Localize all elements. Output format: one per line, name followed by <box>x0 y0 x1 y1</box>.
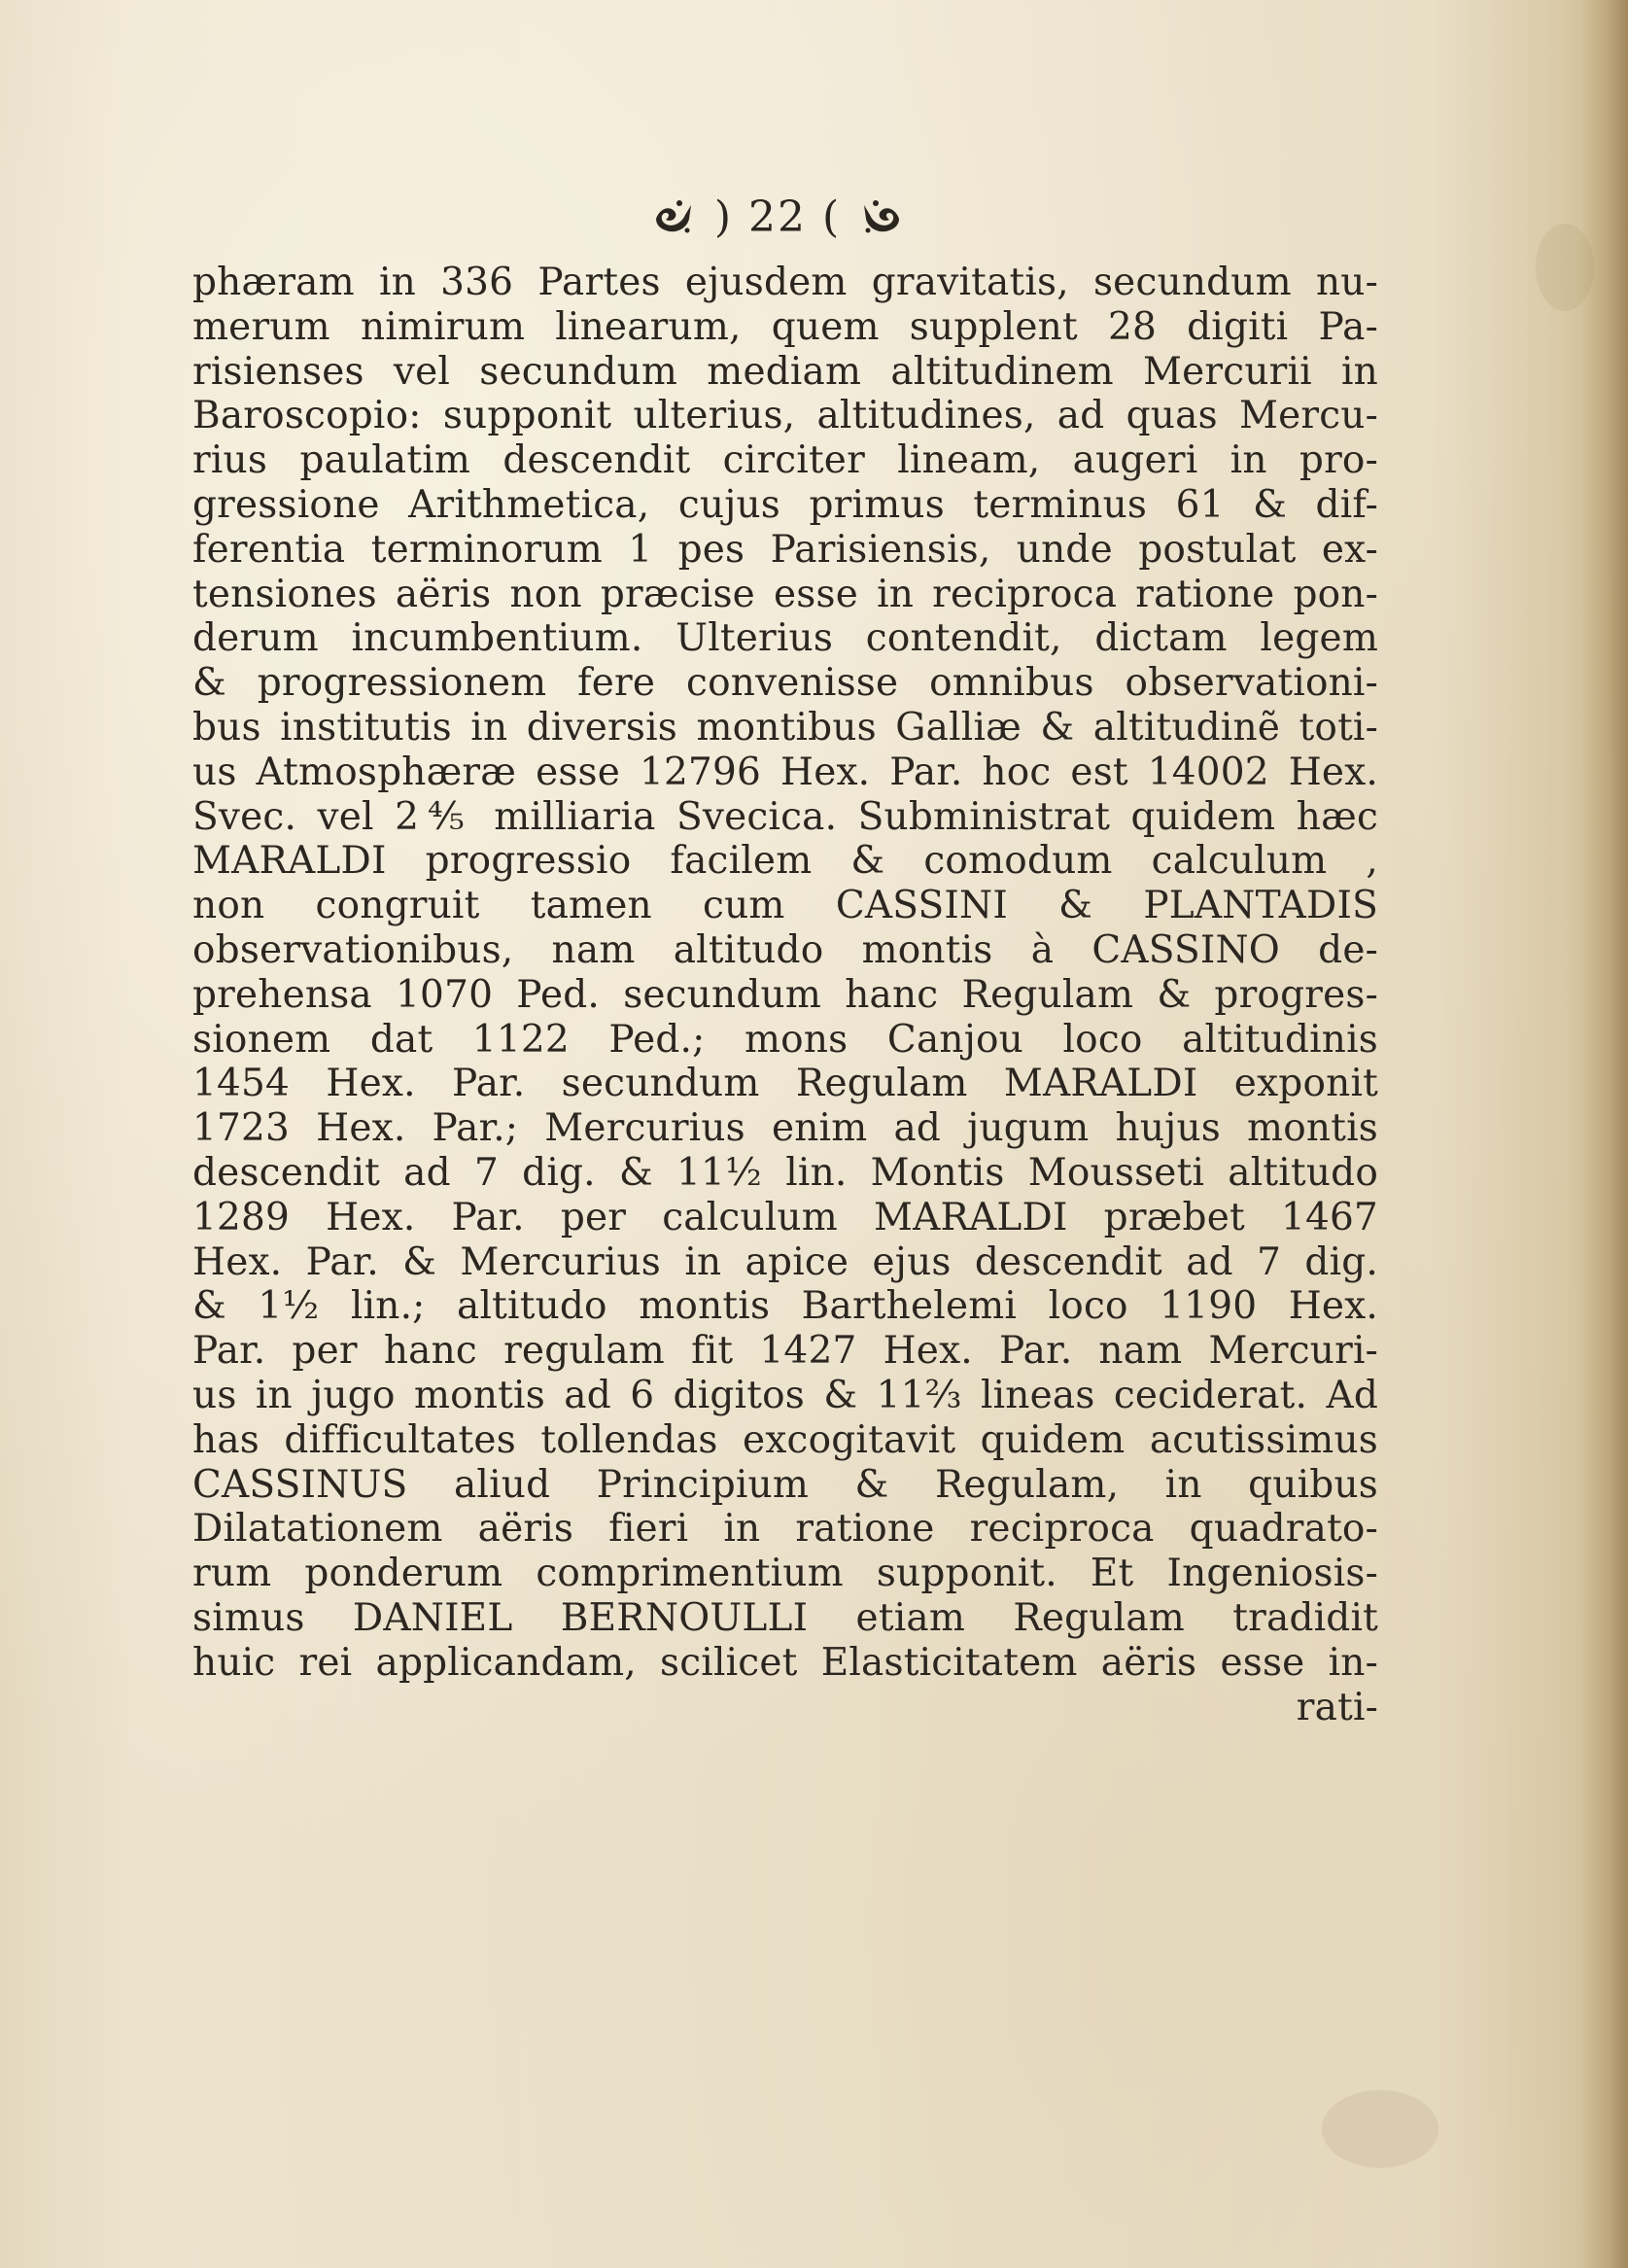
text-line: us Atmosphæræ esse 12796 Hex. Par. hoc est 14002 Hex. <box>192 750 1378 794</box>
text-line: us in jugo montis ad 6 digitos & 11⅔ lineas ceciderat. Ad <box>192 1373 1378 1417</box>
paper-stain <box>1536 224 1594 311</box>
text-line: descendit ad 7 dig. & 11½ lin. Montis Mousseti altitudo <box>192 1150 1378 1195</box>
text-line: non congruit tamen cum CASSINI & PLANTADIS <box>192 884 1378 928</box>
page-gutter-shadow <box>1581 0 1628 2268</box>
text-line: prehensa 1070 Ped. secundum hanc Regulam & progres- <box>192 972 1378 1017</box>
text-line: & progressionem fere convenisse omnibus observationi- <box>192 661 1378 706</box>
catchword: rati- <box>1296 1685 1378 1729</box>
text-line: Hex. Par. & Mercurius in apice ejus descendit ad 7 dig. <box>192 1239 1378 1284</box>
text-line: Svec. vel 2⅘ milliaria Svecica. Subministrat quidem hæc <box>192 794 1378 839</box>
text-line: has difficultates tollendas excogitavit quidem acutissimus <box>192 1417 1378 1462</box>
page-header <box>603 183 953 251</box>
text-line: observationibus, nam altitudo montis à CASSINO de- <box>192 927 1378 972</box>
text-line: rius paulatim descendit circiter lineam, augeri in pro- <box>192 438 1378 483</box>
text-line: 1454 Hex. Par. secundum Regulam MARALDI exponit <box>192 1062 1378 1106</box>
text-line: simus DANIEL BERNOULLI etiam Regulam tradidit <box>192 1595 1378 1640</box>
text-line: & 1½ lin.; altitudo montis Barthelemi loco 1190 Hex. <box>192 1284 1378 1329</box>
text-line: Dilatationem aëris fieri in ratione reciproca quadrato- <box>192 1507 1378 1552</box>
text-line: tensiones aëris non præcise esse in reciproca ratione pon- <box>192 572 1378 616</box>
text-line: derum incumbentium. Ulterius contendit, dictam legem <box>192 616 1378 661</box>
text-line: huic rei applicandam, scilicet Elasticitatem aëris esse in- <box>192 1640 1378 1685</box>
body-text <box>192 261 1378 1729</box>
paper-stain <box>1322 2090 1438 2168</box>
text-line: Baroscopio: supponit ulterius, altitudines, ad quas Mercu- <box>192 394 1378 438</box>
fleuron-right-icon <box>858 193 905 240</box>
text-line: CASSINUS aliud Principium & Regulam, in quibus <box>192 1462 1378 1507</box>
text-line: sionem dat 1122 Ped.; mons Canjou loco altitudinis <box>192 1017 1378 1062</box>
text-line: risienses vel secundum mediam altitudinem Mercurii in <box>192 349 1378 394</box>
text-line: bus institutis in diversis montibus Galliæ & altitudinẽ toti- <box>192 705 1378 750</box>
text-line: phæram in 336 Partes ejusdem gravitatis, secundum nu- <box>192 261 1378 304</box>
page-number: ) 22 ( <box>713 192 842 242</box>
text-line: MARALDI progressio facilem & comodum calculum , <box>192 839 1378 884</box>
fleuron-left-icon <box>650 193 697 240</box>
text-line: rum ponderum comprimentium supponit. Et Ingeniosis- <box>192 1552 1378 1596</box>
text-line: gressione Arithmetica, cujus primus terminus 61 & dif- <box>192 482 1378 527</box>
text-line: 1289 Hex. Par. per calculum MARALDI præbet 1467 <box>192 1195 1378 1239</box>
text-line: merum nimirum linearum, quem supplent 28 digiti Pa- <box>192 304 1378 349</box>
text-line: ferentia terminorum 1 pes Parisiensis, unde postulat ex- <box>192 527 1378 572</box>
text-line: 1723 Hex. Par.; Mercurius enim ad jugum hujus montis <box>192 1106 1378 1151</box>
text-line: Par. per hanc regulam fit 1427 Hex. Par. nam Mercuri- <box>192 1329 1378 1374</box>
